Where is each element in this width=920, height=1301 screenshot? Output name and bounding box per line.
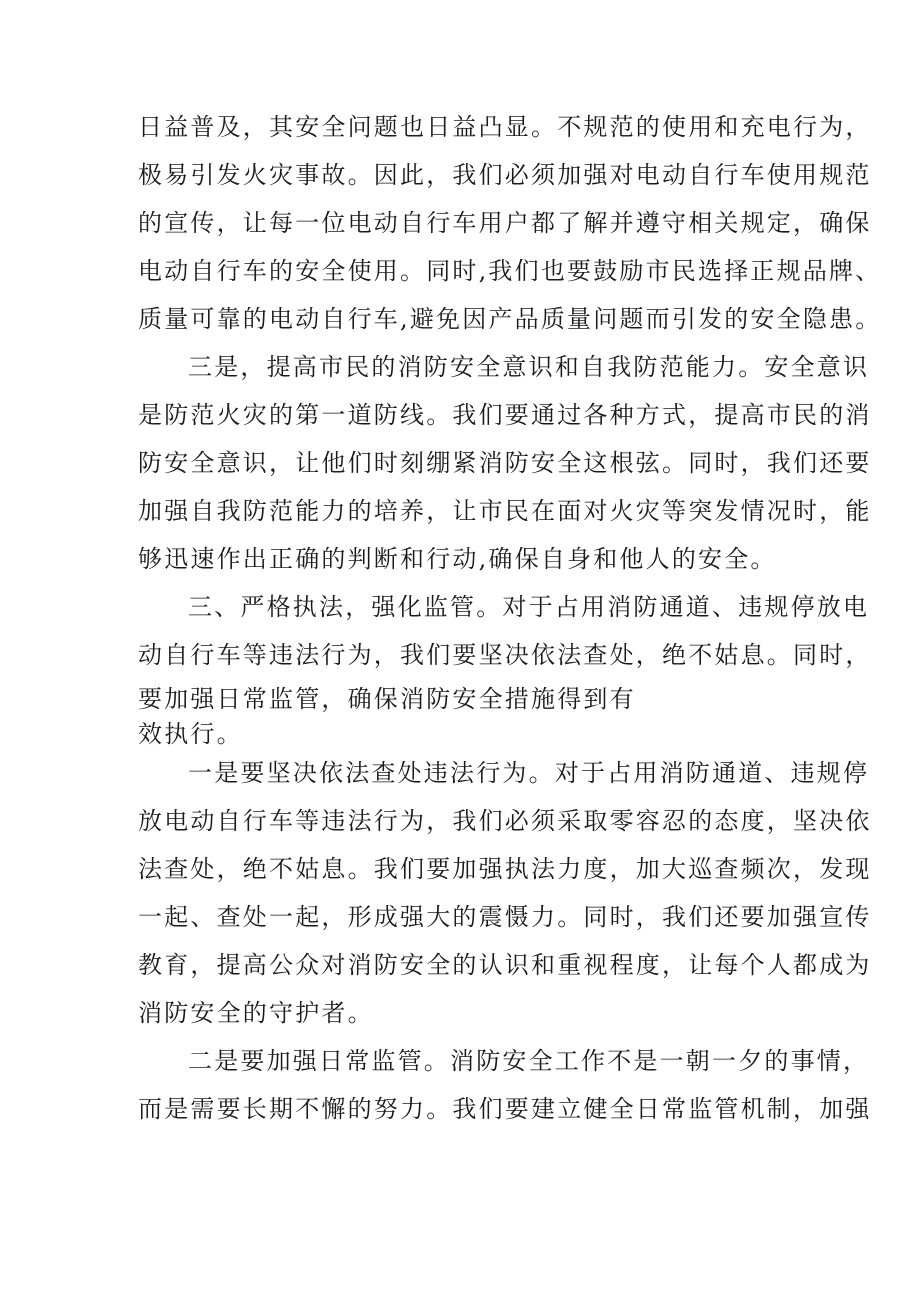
paragraph-start-line: 一是要坚决依法查处违法行为。对于占用消防通道、违规停: [188, 759, 870, 787]
text-line: 加强自我防范能力的培养，让市民在面对火灾等突发情况时，能: [138, 497, 872, 525]
document-body: [138, 103, 882, 1133]
text-line: 极易引发火灾事故。因此，我们必须加强对电动自行车使用规范: [138, 161, 872, 189]
text-line: 教育，提高公众对消防安全的认识和重视程度，让每个人都成为: [138, 951, 872, 979]
text-line: 一起、查处一起，形成强大的震慑力。同时，我们还要加强宣传: [138, 903, 872, 931]
text-line: 放电动自行车等违法行为，我们必须采取零容忍的态度，坚决依: [138, 807, 872, 835]
text-line: 的宣传，让每一位电动自行车用户都了解并遵守相关规定，确保: [138, 209, 872, 237]
text-line: 而是需要长期不懈的努力。我们要建立健全日常监管机制，加强: [138, 1095, 872, 1123]
text-line: 够迅速作出正确的判断和行动,确保自身和他人的安全。: [138, 545, 777, 573]
text-line: 法查处，绝不姑息。我们要加强执法力度，加大巡查频次，发现: [138, 855, 872, 883]
text-line: 是防范火灾的第一道防线。我们要通过各种方式，提高市民的消: [138, 401, 872, 429]
paragraph-start-line: 三是，提高市民的消防安全意识和自我防范能力。安全意识: [188, 353, 870, 381]
text-line: 防安全意识，让他们时刻绷紧消防安全这根弦。同时，我们还要: [138, 449, 872, 477]
text-line: 效执行。: [138, 720, 243, 748]
text-line: 日益普及，其安全问题也日益凸显。不规范的使用和充电行为，: [138, 113, 872, 141]
text-line: 消防安全的守护者。: [138, 999, 374, 1027]
text-line: 要加强日常监管，确保消防安全措施得到有: [138, 685, 636, 713]
section-heading-line: 三、严格执法，强化监管。对于占用消防通道、违规停放电: [188, 593, 870, 621]
text-line: 电动自行车的安全使用。同时,我们也要鼓励市民选择正规品牌、: [138, 257, 882, 285]
text-line: 质量可靠的电动自行车,避免因产品质量问题而引发的安全隐患。: [138, 305, 882, 333]
text-line: 动自行车等违法行为，我们要坚决依法查处，绝不姑息。同时，: [138, 641, 872, 669]
paragraph-start-line: 二是要加强日常监管。消防安全工作不是一朝一夕的事情，: [188, 1047, 870, 1075]
